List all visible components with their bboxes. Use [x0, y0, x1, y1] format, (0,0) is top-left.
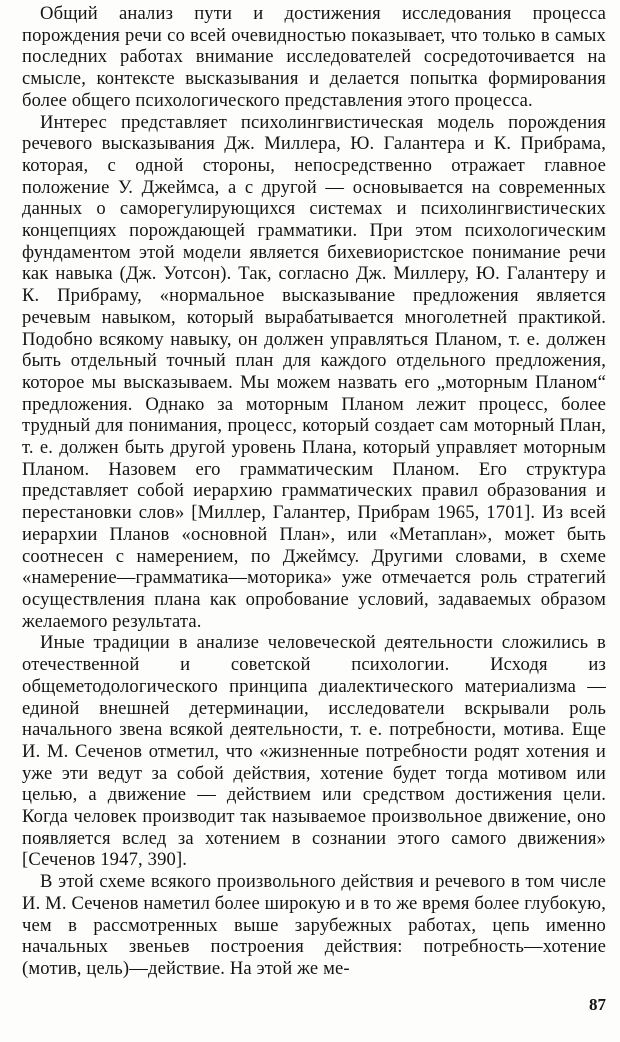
body-text [22, 3, 606, 980]
paragraph: Интерес представляет психолингвистическая модель порождения речевого высказывания Дж. Миллера, Ю. Галантера и К. Прибрама, которая, с одной стороны, непосредственно отражает главное положение У. Джеймса, а с другой — основывается на современных данных о саморегулирующихся системах и психолингвистических концепциях порождающей грамматики. При этом психологическим фундаментом этой модели является бихевиористское понимание речи как навыка (Дж. Уотсон). Так, согласно Дж. Миллеру, Ю. Галантеру и К. Прибраму, «нормальное высказывание предложения является речевым навыком, который вырабатывается многолетней практикой. Подобно всякому навыку, он должен управляться Планом, т. е. должен быть отдельный точный план для каждого отдельного предложения, которое мы высказываем. Мы можем назвать его „моторным Планом“ предложения. Однако за моторным Планом лежит процесс, более трудный для понимания, процесс, который создает сам моторный План, т. е. должен быть другой уровень Плана, который управляет моторным Планом. Назовем его грамматическим Планом. Его структура представляет собой иерархию грамматических правил образования и перестановки слов» [Миллер, Галантер, Прибрам 1965, 1701]. Из всей иерархии Планов «основной План», или «Метаплан», может быть соотнесен с намерением, по Джеймсу. Другими словами, в схеме «намерение—грамматика—моторика» уже отмечается роль стратегий осуществления плана как опробование условий, задаваемых образом желаемого результата. [22, 111, 606, 632]
page-number: 87 [589, 995, 606, 1014]
paragraph: Иные традиции в анализе человеческой деятельности сложились в отечественной и советской психологии. Исходя из общеметодологического принципа диалектического материализма — единой внешней детерминации, исследователи вскрывали роль начального звена всякой деятельности, т. е. потребности, мотива. Еще И. М. Сеченов отметил, что «жизненные потребности родят хотения и уже эти ведут за собой действия, хотение будет тогда мотивом или целью, а движение — действием или средством достижения цели. Когда человек производит так называемое произвольное движение, оно появляется вслед за хотением в сознании этого самого движения» [Сеченов 1947, 390]. [22, 632, 606, 871]
paragraph: Общий анализ пути и достижения исследования процесса порождения речи со всей очевидностью показывает, что только в самых последних работах внимание исследователей сосредоточивается на смысле, контексте высказывания и делается попытка формирования более общего психологического представления этого процесса. [22, 3, 606, 111]
paragraph: В этой схеме всякого произвольного действия и речевого в том числе И. М. Сеченов наметил более широкую и в то же время более глубокую, чем в рассмотренных выше зарубежных работах, цепь именно начальных звеньев построения действия: потребность—хотение (мотив, цель)—действие. На этой же ме- [22, 871, 606, 979]
